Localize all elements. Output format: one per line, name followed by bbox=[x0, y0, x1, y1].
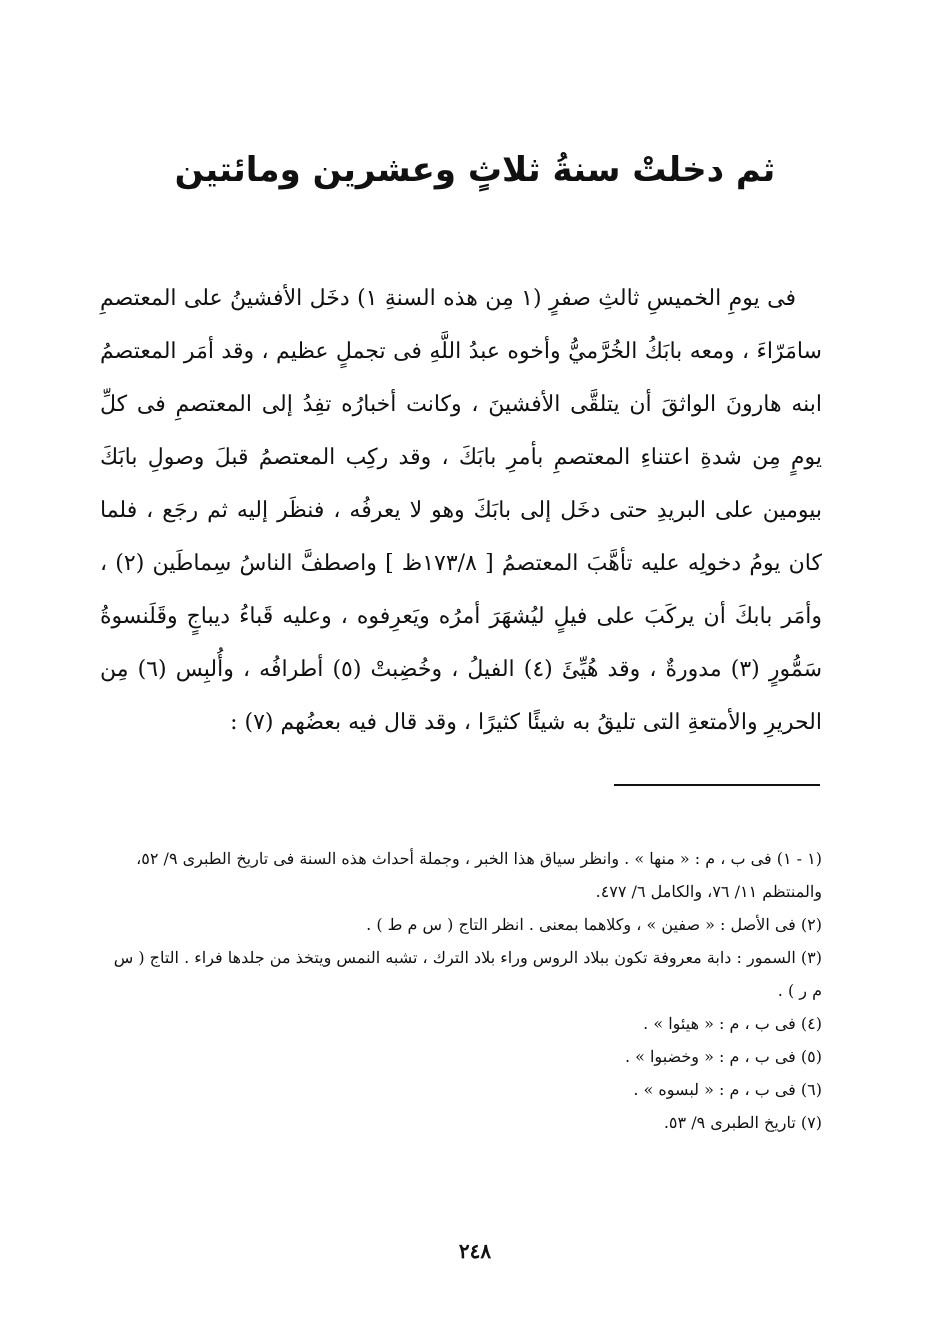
page-number: ٢٤٨ bbox=[458, 1239, 492, 1263]
footnote-4: (٤) فى ب ، م : « هيئوا » . bbox=[643, 1014, 822, 1033]
footnote-separator bbox=[614, 784, 820, 786]
footnote-7: (٧) تاريخ الطبرى ٩/ ٥٣. bbox=[663, 1113, 822, 1132]
footnote-6: (٦) فى ب ، م : « لبسوه » . bbox=[633, 1080, 822, 1099]
body-paragraph bbox=[100, 272, 822, 749]
footnote-2: (٢) فى الأصل : « صفين » ، وكلاهما بمعنى . انظر التاج ( س م ط ) . bbox=[366, 915, 822, 934]
body-text-content: فى يومِ الخميسِ ثالثِ صفرٍ (١ مِن هذه السنةِ ١) دخَل الأفشينُ على المعتصمِ سامَرّاءَ ، ومعه بابَكُ الخُرَّميُّ وأخوه عبدُ اللَّهِ فى تجملٍ عظيم ، وقد أمَر المعتصمُ ابنه هارونَ الواثقَ أن يتلقَّى الأفشينَ ، وكانت أخبارُه تفِدُ إلى المعتصمِ فى كلِّ يومٍ مِن شدةِ اعتناءِ المعتصمِ بأمرِ بابَكَ ، وقد ركِب المعتصمُ قبلَ وصولِ بابَكَ بيومين على البريدِ حتى دخَل إلى بابَكَ وهو لا يعرفُه ، فنظَر إليه ثم رجَع ، فلما كان يومُ دخولِه عليه تأهَّبَ المعتصمُ [ ١٧٣/٨ظ ] واصطفَّ الناسُ سِماطَين (٢) ، وأمَر بابكَ أن يركَبَ على فيلٍ ليُشهَرَ أمرُه ويَعرِفوه ، وعليه قَباءُ ديباجٍ وقَلَنسوةُ سَمُّورٍ (٣) مدورةٌ ، وقد هُيِّئَ (٤) الفيلُ ، وخُضِبتْ (٥) أطرافُه ، وأُلبِس (٦) مِن الحريرِ والأمتعةِ التى تليقُ به شيئًا كثيرًا ، وقد قال فيه بعضُهم (٧) : bbox=[100, 286, 823, 735]
footnote-3: (٣) السمور : دابة معروفة تكون ببلاد الروس وراء بلاد الترك ، تشبه النمس ويتخذ من جلدها فراء . التاج ( س م ر ) . bbox=[113, 948, 822, 1000]
footnotes-list bbox=[100, 842, 822, 1139]
footnote-5: (٥) فى ب ، م : « وخضبوا » . bbox=[624, 1047, 822, 1066]
footnote-1: (١ - ١) فى ب ، م : « منها » . وانظر سياق هذا الخبر ، وجملة أحداث هذه السنة فى تاريخ الطبرى ٩/ ٥٢، والمنتظم ١١/ ٧٦، والكامل ٦/ ٤٧٧. bbox=[136, 849, 822, 901]
chapter-title: ثم دخلتْ سنةُ ثلاثٍ وعشرين ومائتين bbox=[174, 150, 776, 190]
